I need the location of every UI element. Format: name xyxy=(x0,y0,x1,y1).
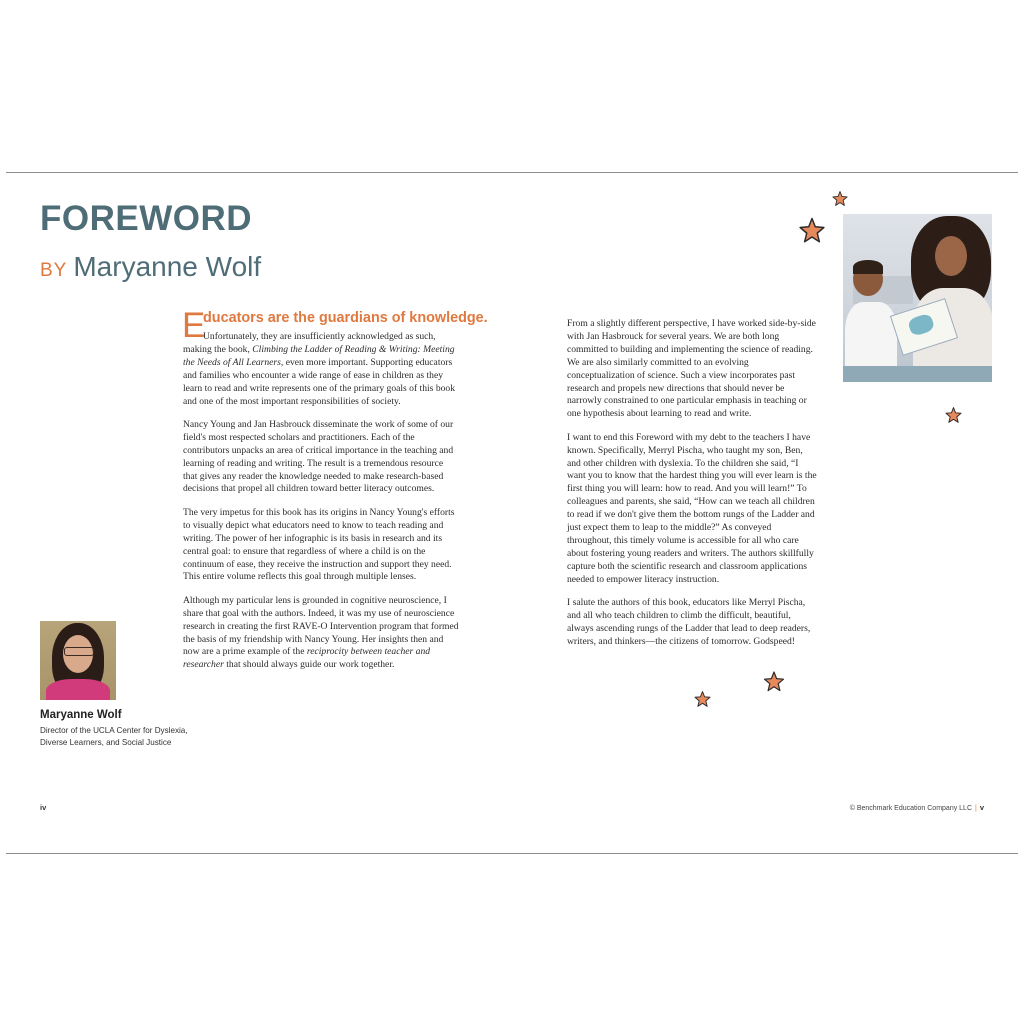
drop-cap: E xyxy=(182,306,206,345)
byline-author: Maryanne Wolf xyxy=(73,251,262,282)
paragraph: From a slightly different perspective, I have worked side-by-side with Jan Hasbrouck for several years. We are both long committed to building and implementing the science of reading. We are also similarly committed to an evolving conceptualization of science. Such a view incorporates past research and propels new directions that should never be narrowly constrained to one particular emphasis in teaching or one hypothesis about learning to read and write. xyxy=(567,318,816,420)
byline xyxy=(40,253,261,281)
star-icon xyxy=(831,190,849,208)
paragraph-text: that should always guide our work together. xyxy=(223,659,395,671)
paragraph: I want to end this Foreword with my debt to the teachers I have known. Specifically, Merryl Pischa, who taught my son, Ben, and other children with dyslexia. To the children she said, “I want you to know that the hardest thing you will ever learn is the first thing you will learn: how to read. And you will learn!” To colleagues and parents, she said, “How can we teach all children to read if we don't give them the bottom rungs of the Ladder and just expect them to leap to the middle?” As conveyed throughout, this timely volume is accessible for all who care about fostering young readers and writers. The authors skillfully capture both the scientific research and classroom applications needed to empower literacy instruction. xyxy=(567,431,817,585)
right-page-number: v xyxy=(979,803,984,812)
author-name: Maryanne Wolf xyxy=(40,709,122,721)
paragraph-text: Unfortunately, they are insufficiently acknowledged as such, making the book, xyxy=(183,331,436,355)
footer-right xyxy=(850,803,984,812)
paragraph xyxy=(183,331,459,408)
left-page-number: iv xyxy=(40,803,47,812)
teacher-reading-photo xyxy=(843,214,992,382)
footer-separator: | xyxy=(975,805,977,812)
emphasis-text: reciprocity between teacher and researcher xyxy=(183,646,431,671)
right-text-column xyxy=(567,318,817,659)
paragraph: Nancy Young and Jan Hasbrouck disseminate the work of some of our field's most respected scholars and practitioners. Each of the contributors unpacks an area of critical importance in the teaching and learning of reading and writing. The result is a tremendous resource that gives any reader the knowledge needed to make research-based decisions that propel all children toward better literacy outcomes. xyxy=(183,418,454,495)
star-icon xyxy=(762,670,786,694)
lead-text: ducators are the guardians of knowledge. xyxy=(203,310,488,326)
author-portrait xyxy=(40,621,116,700)
star-icon xyxy=(944,406,963,425)
page-title: FOREWORD xyxy=(40,199,253,238)
byline-by: BY xyxy=(40,260,68,281)
copyright-text: © Benchmark Education Company LLC xyxy=(849,805,972,812)
paragraph: The very impetus for this book has its origins in Nancy Young's efforts to visually depict what educators need to know to teach reading and writing. The power of her infographic is its basis in research and its central goal: to ensure that regardless of where a child is on the continuum of ease, they receive the instruction and support they need. This entire volume reflects this goal through multiple lenses. xyxy=(183,506,455,583)
left-text-column xyxy=(182,306,488,683)
author-role: Director of the UCLA Center for Dyslexia, Diverse Learners, and Social Justice xyxy=(40,726,188,747)
paragraph: I salute the authors of this book, educators like Merryl Pischa, and all who teach children to climb the difficult, beautiful, always ascending rungs of the Ladder that lead to deep readers, writers, and thinkers—the citizens of tomorrow. Godspeed! xyxy=(567,597,811,647)
book-title: Climbing the Ladder of Reading & Writing: Meeting the Needs of All Learners xyxy=(183,343,455,368)
star-icon xyxy=(797,216,827,246)
paragraph-text: , even more important. Supporting educators and families who encounter a wide range of ease in children as they learn to read and write represents one of the primary goals of this book and one of the most important responsibilities of society. xyxy=(183,356,456,407)
star-icon xyxy=(693,690,712,709)
paragraph-text: Although my particular lens is grounded in cognitive neuroscience, I share that goal with the authors. Indeed, it was my use of neuroscience research in creating the first RAVE-O Intervention program that formed the basis of my friendship with Nancy Young. Her insights then and now are a prime example of the xyxy=(183,594,459,658)
paragraph xyxy=(183,595,459,672)
